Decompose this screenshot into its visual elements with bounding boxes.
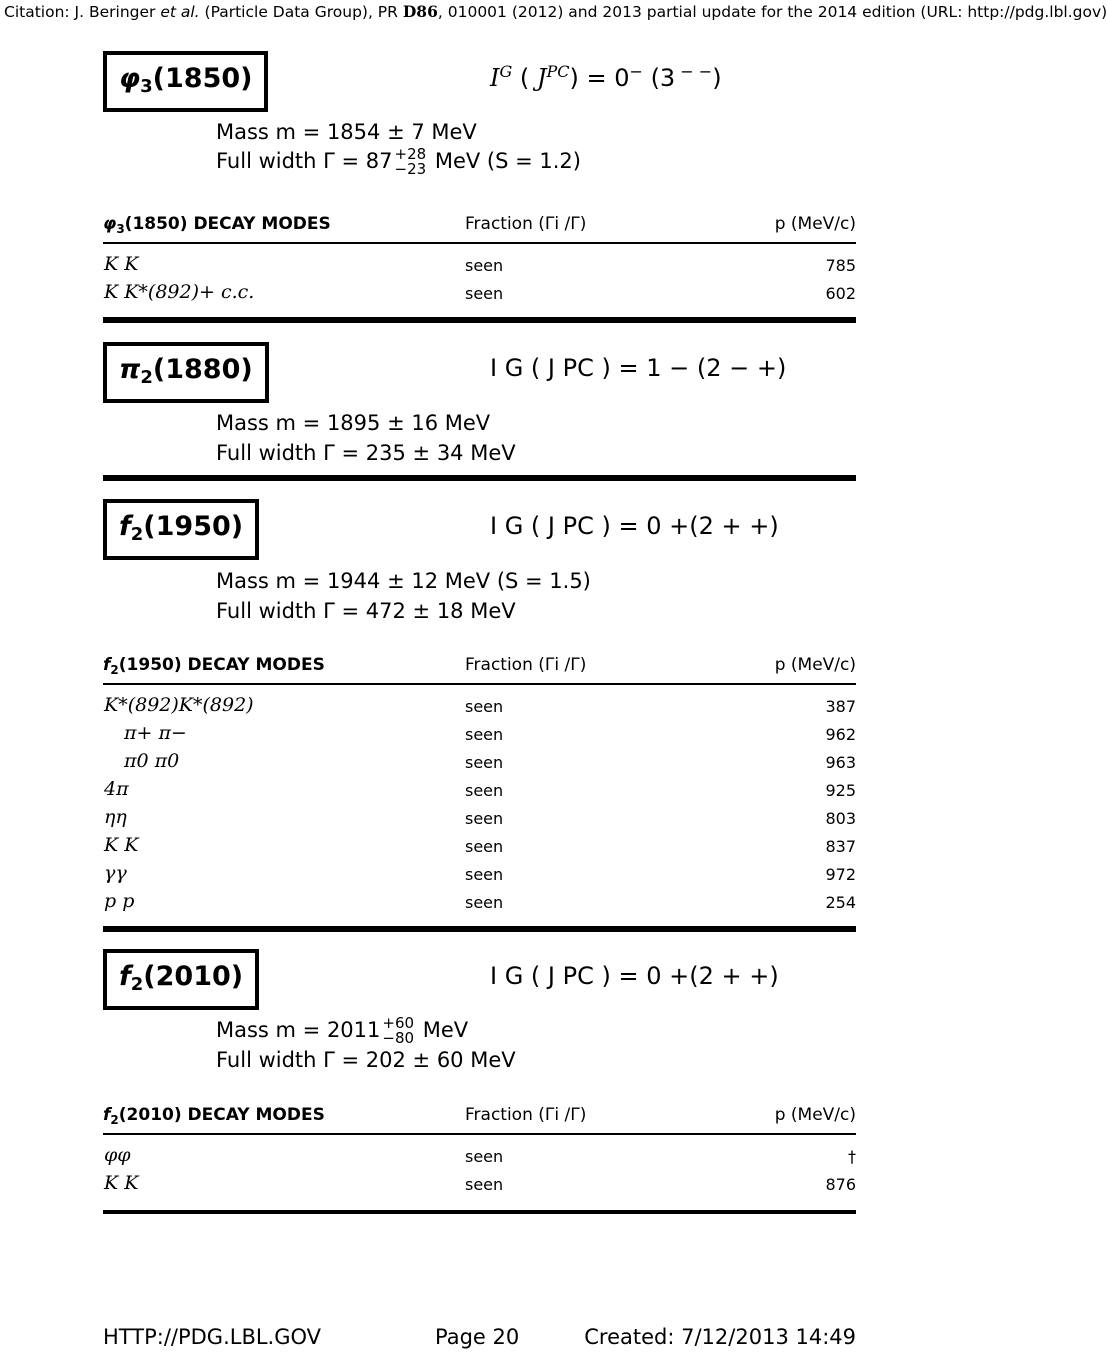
particle-mass-label: (1880) bbox=[152, 354, 253, 385]
title-subscript: 3 bbox=[116, 222, 125, 236]
decay-mode: K K bbox=[104, 834, 139, 856]
decay-mode bbox=[104, 1144, 131, 1166]
decay-modes-title bbox=[103, 1105, 325, 1125]
decay-momentum: 876 bbox=[825, 1175, 856, 1194]
decay-mode bbox=[104, 1172, 138, 1194]
decay-fraction: seen bbox=[465, 865, 504, 884]
momentum-header: p (MeV/c) bbox=[774, 214, 856, 234]
mass-error-down: −80 bbox=[382, 1029, 415, 1047]
decay-modes-title bbox=[103, 214, 331, 234]
header-divider bbox=[103, 1133, 856, 1135]
decay-momentum: 803 bbox=[825, 809, 856, 828]
decay-momentum: 602 bbox=[825, 284, 856, 303]
decay-momentum: 387 bbox=[825, 697, 856, 716]
decay-momentum: 785 bbox=[825, 256, 856, 275]
particle-name-box bbox=[103, 949, 259, 1010]
particle-mass-label: (1850) bbox=[152, 63, 253, 94]
mass-error-up: +60 bbox=[382, 1014, 415, 1032]
particle-symbol: f bbox=[119, 961, 131, 992]
decay-momentum: 972 bbox=[825, 865, 856, 884]
decay-fraction: seen bbox=[465, 697, 504, 716]
mass-line bbox=[216, 1015, 468, 1046]
citation-volume: D86 bbox=[402, 2, 438, 21]
decay-mode: 4π bbox=[104, 778, 129, 800]
decay-modes-header bbox=[103, 655, 325, 677]
quantum-numbers: I G ( J PC ) = 0 +(2 + +) bbox=[490, 962, 779, 990]
decay-mode: π0 π0 bbox=[124, 750, 180, 772]
width-error-up: +28 bbox=[394, 145, 427, 163]
mass-suffix: MeV bbox=[416, 1018, 469, 1042]
title-rest: (2010) DECAY MODES bbox=[118, 1105, 325, 1125]
citation-suffix: , 010001 (2012) and 2013 partial update for the 2014 edition (URL: http://pdg.lbl.gov) bbox=[437, 3, 1107, 21]
title-rest: (1850) DECAY MODES bbox=[124, 214, 331, 234]
section-rule bbox=[103, 317, 856, 323]
width-line: Full width Γ = 202 ± 60 MeV bbox=[216, 1048, 516, 1072]
title-symbol: f bbox=[103, 655, 111, 675]
decay-fraction: seen bbox=[465, 284, 504, 303]
decay-fraction: seen bbox=[465, 809, 504, 828]
width-error-down: −23 bbox=[394, 160, 427, 178]
particle-name-box bbox=[103, 51, 268, 112]
decay-fraction: seen bbox=[465, 1147, 504, 1166]
title-rest: (1950) DECAY MODES bbox=[118, 655, 325, 675]
spin-value: (3 bbox=[642, 64, 676, 92]
decay-mode: K*(892)K*(892) bbox=[104, 694, 254, 716]
mode-text: K K*(892)+ c.c. bbox=[104, 281, 255, 303]
header-divider bbox=[103, 242, 856, 244]
mass-line: Mass m = 1854 ± 7 MeV bbox=[216, 120, 477, 144]
particle-symbol: φ bbox=[119, 63, 141, 94]
title-subscript: 2 bbox=[110, 663, 119, 677]
decay-fraction: seen bbox=[465, 753, 504, 772]
momentum-header: p (MeV/c) bbox=[774, 1105, 856, 1125]
section-rule bbox=[103, 926, 856, 932]
decay-momentum: 962 bbox=[825, 725, 856, 744]
citation-etal: et al. bbox=[160, 3, 200, 21]
decay-mode: p p bbox=[104, 890, 135, 912]
mass-line: Mass m = 1944 ± 12 MeV (S = 1.5) bbox=[216, 569, 591, 593]
mass-line: Mass m = 1895 ± 16 MeV bbox=[216, 411, 491, 435]
title-subscript: 2 bbox=[110, 1113, 119, 1127]
decay-momentum: 254 bbox=[825, 893, 856, 912]
header-divider bbox=[103, 683, 856, 685]
spin-symbol: J bbox=[536, 64, 547, 92]
decay-fraction: seen bbox=[465, 1175, 504, 1194]
decay-mode bbox=[104, 253, 138, 275]
particle-mass-label: (1950) bbox=[143, 511, 244, 542]
footer-page: Page 20 bbox=[435, 1325, 520, 1349]
particle-mass-label: (2010) bbox=[143, 961, 244, 992]
quantum-numbers: I G ( J PC ) = 1 − (2 − +) bbox=[490, 354, 787, 382]
footer-url: HTTP://PDG.LBL.GOV bbox=[103, 1325, 322, 1349]
title-symbol: f bbox=[103, 1105, 111, 1125]
pc-value: − − bbox=[675, 62, 713, 81]
g-sign: − bbox=[629, 62, 643, 81]
particle-subscript: 2 bbox=[140, 367, 153, 388]
quantum-numbers: I G ( J PC ) = 0 +(2 + +) bbox=[490, 512, 779, 540]
width-line: Full width Γ = 472 ± 18 MeV bbox=[216, 599, 516, 623]
pc-symbol: PC bbox=[546, 62, 570, 81]
mass-errors bbox=[382, 1016, 414, 1046]
table-end-rule bbox=[103, 1210, 856, 1214]
width-line: Full width Γ = 235 ± 34 MeV bbox=[216, 441, 516, 465]
decay-fraction: seen bbox=[465, 725, 504, 744]
citation-line bbox=[4, 2, 1107, 21]
decay-mode: π+ π− bbox=[124, 722, 187, 744]
quantum-numbers: $I^G$ ( $J^{PC}) = 0^-$ (3 − −) bbox=[490, 62, 722, 92]
quantum-close: ) bbox=[712, 64, 722, 92]
decay-fraction: seen bbox=[465, 893, 504, 912]
particle-subscript: 3 bbox=[140, 76, 153, 97]
particle-subscript: 2 bbox=[130, 524, 144, 545]
particle-symbol: π bbox=[119, 354, 141, 385]
mode-text: K K bbox=[104, 1172, 139, 1194]
decay-fraction: seen bbox=[465, 256, 504, 275]
particle-name-box bbox=[103, 342, 269, 403]
width-suffix: MeV (S = 1.2) bbox=[428, 149, 581, 173]
citation-prefix: Citation: J. Beringer bbox=[4, 3, 161, 21]
isospin-value: ) = 0 bbox=[569, 64, 630, 92]
section-rule bbox=[103, 475, 856, 481]
decay-mode bbox=[104, 281, 254, 303]
decay-mode: γγ bbox=[104, 862, 127, 884]
mass-prefix: Mass m = 2011 bbox=[216, 1018, 381, 1042]
width-prefix: Full width Γ = 87 bbox=[216, 149, 393, 173]
fraction-header: Fraction (Γi /Γ) bbox=[465, 1105, 587, 1125]
particle-name-box bbox=[103, 499, 259, 560]
particle-symbol: f bbox=[119, 511, 131, 542]
fraction-header: Fraction (Γi /Γ) bbox=[465, 214, 587, 234]
mode-text: K K bbox=[104, 253, 139, 275]
decay-fraction: seen bbox=[465, 781, 504, 800]
g-parity-symbol: G bbox=[499, 62, 513, 81]
isospin-symbol: I bbox=[490, 64, 500, 92]
decay-mode: ηη bbox=[104, 806, 127, 828]
fraction-header: Fraction (Γi /Γ) bbox=[465, 655, 587, 675]
decay-modes-header bbox=[103, 214, 331, 236]
decay-modes-header bbox=[103, 1105, 325, 1127]
width-line bbox=[216, 146, 581, 177]
decay-modes-title bbox=[103, 655, 325, 675]
momentum-header: p (MeV/c) bbox=[774, 655, 856, 675]
decay-momentum: 963 bbox=[825, 753, 856, 772]
decay-fraction: seen bbox=[465, 837, 504, 856]
particle-subscript: 2 bbox=[130, 974, 144, 995]
decay-momentum: 925 bbox=[825, 781, 856, 800]
decay-momentum: † bbox=[848, 1147, 856, 1166]
citation-mid: (Particle Data Group), PR bbox=[199, 3, 403, 21]
title-symbol: φ bbox=[103, 214, 117, 234]
decay-momentum: 837 bbox=[825, 837, 856, 856]
width-errors bbox=[395, 147, 427, 177]
footer-created: Created: 7/12/2013 14:49 bbox=[584, 1325, 856, 1349]
mode-text: φφ bbox=[104, 1144, 131, 1166]
